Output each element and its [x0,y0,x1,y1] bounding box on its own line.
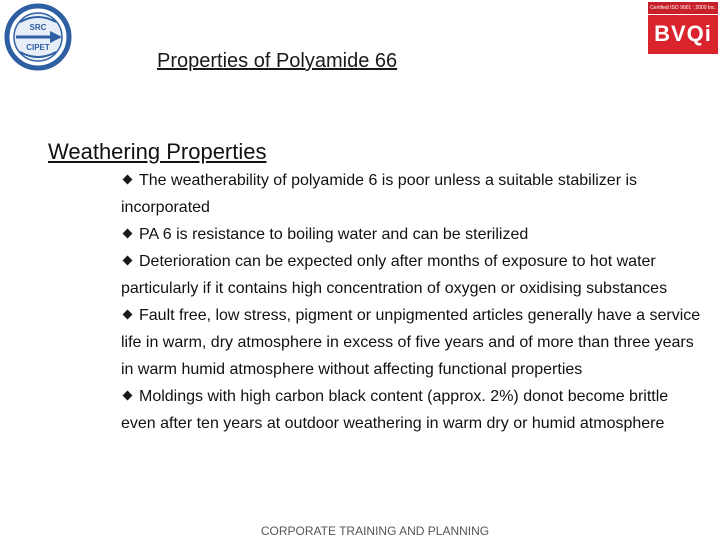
diamond-bullet-icon [123,391,133,401]
bullet-text: The weatherability of polyamide 6 is poor unless a suitable stabilizer is incorporated [121,172,638,216]
bullet-text: Moldings with high carbon black content (approx. 2%) donot become brittle even after ten years at outdoor weathering in warm dry or humid atmosphere [121,388,669,432]
logo-top-text: SRC [29,23,47,32]
bvqi-logo [640,2,718,54]
bullet-text: Fault free, low stress, pigment or unpigmented articles generally have a service life in warm, dry atmosphere in excess of five years and of more than three years in warm humid atmosphere without affecting functional properties [121,307,701,378]
list-item [121,221,701,248]
slide-title: Properties of Polyamide 66 [157,50,398,72]
diamond-bullet-icon [123,229,133,239]
bullet-text: Deterioration can be expected only after months of exposure to hot water particularly if it contains high concentration of oxygen or oxidising substances [121,253,668,297]
bvqi-brand-text: BVQi [654,21,712,46]
list-item [121,248,701,302]
logo-bottom-text: CIPET [26,43,50,52]
bullet-list [121,167,701,437]
diamond-bullet-icon [123,175,133,185]
list-item [121,302,701,383]
list-item [121,383,701,437]
list-item [121,167,701,221]
bullet-text: PA 6 is resistance to boiling water and can be sterilized [139,226,529,243]
section-heading: Weathering Properties [48,139,267,164]
bvqi-badge [648,15,718,54]
diamond-bullet-icon [123,256,133,266]
cipet-logo [2,2,78,72]
diamond-bullet-icon [123,310,133,320]
certification-label: Certified ISO 9001 : 2000 Inc. [648,2,718,14]
footer-text: CORPORATE TRAINING AND PLANNING [260,524,490,538]
